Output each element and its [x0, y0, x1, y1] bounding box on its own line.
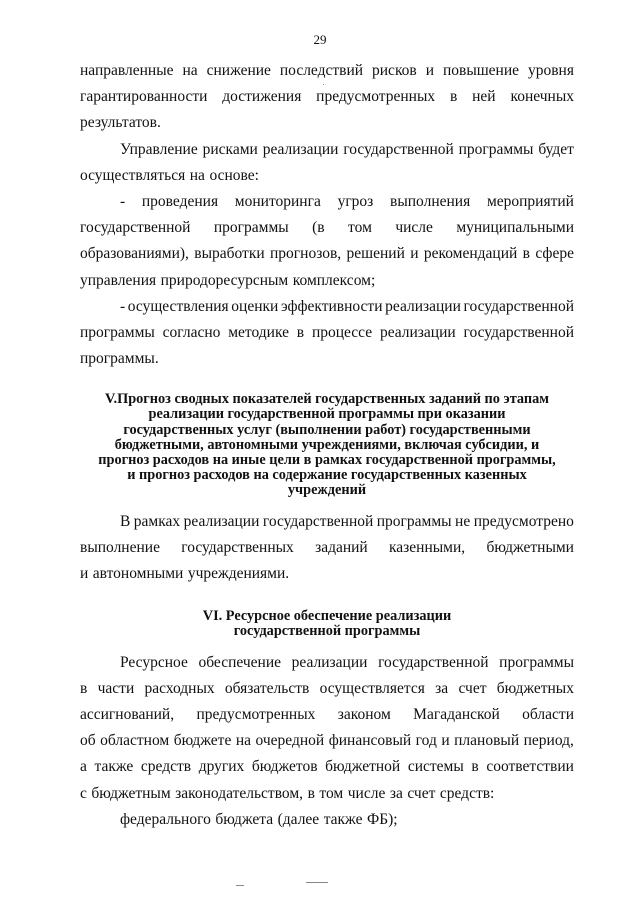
heading-line: государственной программы: [233, 623, 421, 640]
word: числе: [395, 219, 433, 237]
heading-line: V.Прогноз сводных показателей государственных заданий по этапам: [105, 391, 549, 408]
word: процессе: [311, 323, 373, 341]
word: выработки: [194, 245, 265, 263]
word: государственных: [181, 538, 294, 556]
word: комплексом;: [292, 271, 376, 289]
word: основе:: [209, 166, 259, 184]
text-line: [80, 754, 574, 780]
word: государственной: [80, 219, 191, 237]
text-line: [80, 702, 574, 728]
word: обязательств: [224, 679, 310, 697]
word: год: [415, 732, 437, 750]
text-line: [80, 561, 574, 587]
word: в: [80, 679, 88, 697]
word: рисков: [372, 62, 417, 79]
word: областном: [100, 732, 170, 750]
word: угроз: [337, 192, 374, 210]
paragraph: [80, 807, 574, 833]
word: с: [80, 784, 87, 802]
spacer: [80, 640, 574, 650]
word: бюджетных: [496, 679, 574, 697]
word: природоресурсным: [160, 271, 289, 289]
word: автономными: [92, 565, 184, 583]
word: и: [441, 732, 450, 750]
word: ней: [472, 88, 496, 106]
word: бюджетной: [325, 758, 401, 776]
word: Ресурсное: [120, 653, 188, 671]
word: -: [120, 192, 126, 210]
word: бюджете: [173, 732, 232, 750]
word: (в: [312, 219, 325, 237]
word: мониторинга: [234, 192, 321, 210]
spacer: [80, 372, 574, 392]
text-line: [80, 676, 574, 702]
word: выполнения: [390, 192, 471, 210]
section-heading: [80, 392, 574, 498]
word: решений: [346, 245, 405, 263]
word: согласно: [162, 323, 221, 341]
word: оценки: [231, 297, 279, 315]
word: конечных: [510, 88, 574, 106]
word: ассигнований,: [80, 706, 175, 724]
word: ФБ);: [366, 810, 398, 828]
word: не: [455, 512, 471, 530]
word: также: [323, 810, 363, 828]
word: расходных: [144, 679, 215, 697]
word: реализации: [291, 653, 368, 671]
word: и: [425, 62, 435, 79]
word: Управление: [120, 140, 198, 158]
word: государственной: [262, 512, 374, 530]
text-line: [80, 189, 574, 215]
word: и: [410, 245, 419, 263]
word: направленные: [80, 62, 174, 79]
word: средств: [140, 758, 192, 776]
word: результатов.: [80, 114, 161, 132]
text-line: [80, 163, 574, 189]
text-line: [80, 346, 574, 372]
word: программы.: [80, 350, 159, 368]
word: государственной: [463, 297, 574, 315]
word: предусмотрено: [473, 512, 574, 530]
word: том: [348, 219, 372, 237]
heading-line: реализации государственной программы при оказании: [148, 406, 506, 423]
word: методике: [228, 323, 289, 341]
word: достижения: [222, 88, 302, 106]
scan-mark: [323, 84, 324, 85]
word: (далее: [277, 810, 320, 828]
word: образованиями),: [80, 245, 189, 263]
word: программы: [213, 219, 289, 237]
paragraph: [80, 294, 574, 373]
text-line: [80, 535, 574, 561]
word: рисками: [202, 140, 258, 158]
text-line: [80, 241, 574, 267]
paragraph: [80, 137, 574, 189]
heading-line: государственных услуг (выполнении работ) государственными: [123, 421, 531, 438]
text-line: [80, 807, 574, 833]
word: учреждениями.: [187, 565, 290, 583]
section-heading: [80, 609, 574, 639]
word: заданий: [315, 538, 368, 556]
word: на: [182, 62, 198, 79]
heading-line: и прогноз расходов на содержание государственных казенных: [127, 467, 527, 484]
text-line: [80, 320, 574, 346]
document-body: [80, 58, 574, 833]
paragraph: [80, 509, 574, 588]
text-line: [80, 650, 574, 676]
word: в: [522, 245, 530, 263]
word: эффективности: [280, 297, 383, 315]
word: муниципальными: [456, 219, 574, 237]
word: снижение: [206, 62, 271, 79]
word: В: [120, 512, 131, 530]
heading-line: учреждений: [287, 482, 367, 499]
page-number: 29: [313, 32, 327, 47]
word: обеспечение: [198, 653, 282, 671]
text-line: [80, 137, 574, 163]
word: прогнозов,: [270, 245, 342, 263]
word: счет: [458, 679, 487, 697]
word: государственной: [343, 140, 454, 158]
word: за: [435, 679, 449, 697]
word: управления: [80, 271, 157, 289]
word: повышение: [442, 62, 520, 79]
word: финансовый: [328, 732, 412, 750]
word: очередной: [255, 732, 325, 750]
word: также: [94, 758, 134, 776]
word: рекомендаций: [423, 245, 518, 263]
scan-mark: [236, 885, 244, 886]
word: об: [80, 732, 96, 750]
spacer: [80, 587, 574, 609]
word: реализации: [385, 297, 461, 315]
scan-mark: [306, 882, 328, 883]
word: в: [307, 784, 315, 802]
word: уровня: [527, 62, 574, 79]
word: осуществления: [127, 297, 229, 315]
word: в: [471, 758, 479, 776]
word: рамках: [133, 512, 181, 530]
word: других: [198, 758, 245, 776]
paragraph: [80, 58, 574, 137]
word: казенными,: [389, 538, 466, 556]
word: бюджетными: [486, 538, 574, 556]
word: программы: [80, 323, 155, 341]
paragraph: [80, 650, 574, 807]
word: реализации: [183, 512, 260, 530]
word: реализации: [262, 140, 339, 158]
word: бюджетным: [91, 784, 171, 802]
word: гарантированности: [80, 88, 208, 106]
word: программы: [376, 512, 452, 530]
word: период,: [523, 732, 574, 750]
word: государственной: [378, 653, 489, 671]
word: осуществляется: [319, 679, 425, 697]
word: программы: [499, 653, 574, 671]
word: бюджетов: [251, 758, 318, 776]
word: соответствии: [486, 758, 574, 776]
word: в: [449, 88, 458, 106]
word: последствий: [279, 62, 364, 79]
word: на: [189, 166, 205, 184]
word: а: [80, 758, 87, 776]
word: и: [80, 565, 89, 583]
text-line: [80, 215, 574, 241]
word: выполнение: [80, 538, 160, 556]
word: законом: [337, 706, 391, 724]
word: мероприятий: [486, 192, 574, 210]
word: области: [522, 706, 574, 724]
word: законодательством,: [175, 784, 304, 802]
paragraph: [80, 189, 574, 294]
word: осуществляться: [80, 166, 186, 184]
text-line: [80, 84, 574, 110]
word: предусмотренных: [196, 706, 316, 724]
word: сфере: [535, 245, 574, 263]
word: в: [296, 323, 305, 341]
word: -: [120, 297, 126, 315]
word: числе: [347, 784, 386, 802]
text-line: [80, 294, 574, 320]
word: государственной: [463, 323, 574, 341]
word: предусмотренных: [316, 88, 436, 106]
word: за: [389, 784, 403, 802]
word: реализации: [379, 323, 456, 341]
word: средств:: [439, 784, 495, 802]
word: федерального: [120, 810, 211, 828]
heading-line: бюджетными, автономными учреждениями, включая субсидии, и: [114, 436, 540, 453]
word: программы: [458, 140, 534, 158]
word: Магаданской: [413, 706, 500, 724]
heading-line: прогноз расходов на иные цели в рамках государственной программы,: [98, 452, 556, 469]
text-line: [80, 58, 574, 84]
text-line: [80, 268, 574, 294]
word: системы: [407, 758, 464, 776]
word: бюджета: [215, 810, 274, 828]
text-line: [80, 110, 574, 136]
word: на: [235, 732, 252, 750]
spacer: [80, 499, 574, 509]
text-line: [80, 509, 574, 535]
heading-line: VI. Ресурсное обеспечение реализации: [202, 608, 452, 625]
text-line: [80, 781, 574, 807]
word: том: [319, 784, 344, 802]
word: плановый: [454, 732, 520, 750]
word: счет: [407, 784, 436, 802]
text-line: [80, 728, 574, 754]
word: будет: [538, 140, 574, 158]
word: проведения: [141, 192, 219, 210]
word: части: [97, 679, 135, 697]
